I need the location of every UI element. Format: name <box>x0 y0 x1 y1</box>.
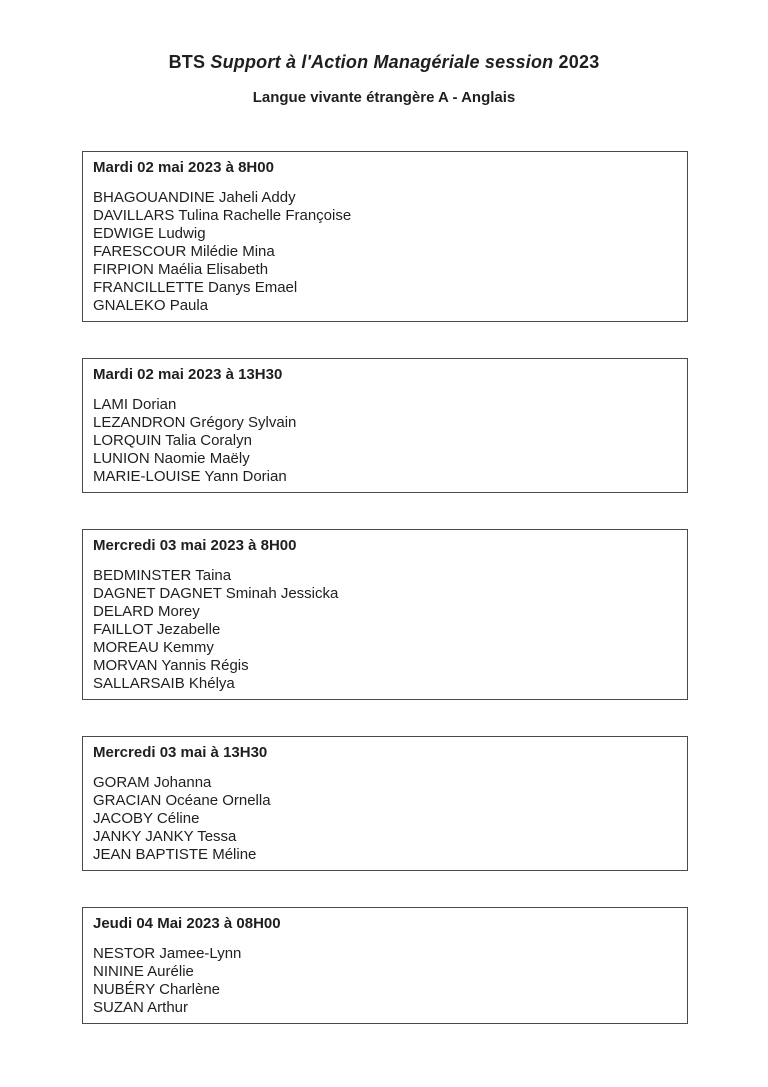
candidate-name: BEDMINSTER Taina <box>93 567 232 584</box>
title-suffix: 2023 <box>553 52 600 72</box>
session-list <box>0 151 768 1024</box>
candidate-name: NUBÉRY Charlène <box>93 981 221 998</box>
title-prefix: BTS <box>168 52 211 72</box>
candidate-name: LORQUIN Talia Coralyn <box>93 432 252 449</box>
session-header: Mercredi 03 mai 2023 à 8H00 <box>93 537 297 554</box>
candidate-name: LAMI Dorian <box>93 396 177 413</box>
candidate-name: GORAM Johanna <box>93 774 212 791</box>
candidate-name: DAGNET DAGNET Sminah Jessicka <box>93 585 339 602</box>
candidate-name: MORVAN Yannis Régis <box>93 657 249 674</box>
candidate-name: SALLARSAIB Khélya <box>93 675 235 692</box>
session-header: Jeudi 04 Mai 2023 à 08H00 <box>93 915 281 932</box>
session-header: Mardi 02 mai 2023 à 13H30 <box>93 366 283 383</box>
session-box-jeudi-08h00 <box>82 907 688 1024</box>
candidate-name: MOREAU Kemmy <box>93 639 214 656</box>
candidate-name: FARESCOUR Milédie Mina <box>93 243 275 260</box>
candidate-list <box>93 774 677 864</box>
page-subtitle: Langue vivante étrangère A - Anglais <box>252 89 516 106</box>
session-header: Mercredi 03 mai à 13H30 <box>93 744 268 761</box>
session-box-mardi-13h30 <box>82 358 688 493</box>
candidate-name: JEAN BAPTISTE Méline <box>93 846 257 863</box>
candidate-name: FAILLOT Jezabelle <box>93 621 221 638</box>
candidate-list <box>93 189 677 315</box>
candidate-name: EDWIGE Ludwig <box>93 225 206 242</box>
candidate-list <box>93 945 677 1017</box>
candidate-name: DAVILLARS Tulina Rachelle Françoise <box>93 207 352 224</box>
candidate-name: NININE Aurélie <box>93 963 194 980</box>
page-title <box>0 0 768 73</box>
candidate-list <box>93 396 677 486</box>
candidate-name: FIRPION Maélia Elisabeth <box>93 261 269 278</box>
candidate-name: SUZAN Arthur <box>93 999 189 1016</box>
session-box-mardi-8h00 <box>82 151 688 322</box>
candidate-name: LUNION Naomie Maëly <box>93 450 250 467</box>
candidate-name: MARIE-LOUISE Yann Dorian <box>93 468 287 485</box>
session-header: Mardi 02 mai 2023 à 8H00 <box>93 159 274 176</box>
candidate-name: GNALEKO Paula <box>93 297 209 314</box>
candidate-name: GRACIAN Océane Ornella <box>93 792 271 809</box>
candidate-name: DELARD Morey <box>93 603 200 620</box>
title-italic-part: Support à l'Action Managériale session <box>210 52 554 72</box>
candidate-name: FRANCILLETTE Danys Emael <box>93 279 298 296</box>
session-box-mercredi-8h00 <box>82 529 688 700</box>
candidate-list <box>93 567 677 693</box>
candidate-name: JANKY JANKY Tessa <box>93 828 237 845</box>
candidate-name: NESTOR Jamee-Lynn <box>93 945 242 962</box>
candidate-name: BHAGOUANDINE Jaheli Addy <box>93 189 296 206</box>
session-box-mercredi-13h30 <box>82 736 688 871</box>
candidate-name: LEZANDRON Grégory Sylvain <box>93 414 297 431</box>
candidate-name: JACOBY Céline <box>93 810 200 827</box>
